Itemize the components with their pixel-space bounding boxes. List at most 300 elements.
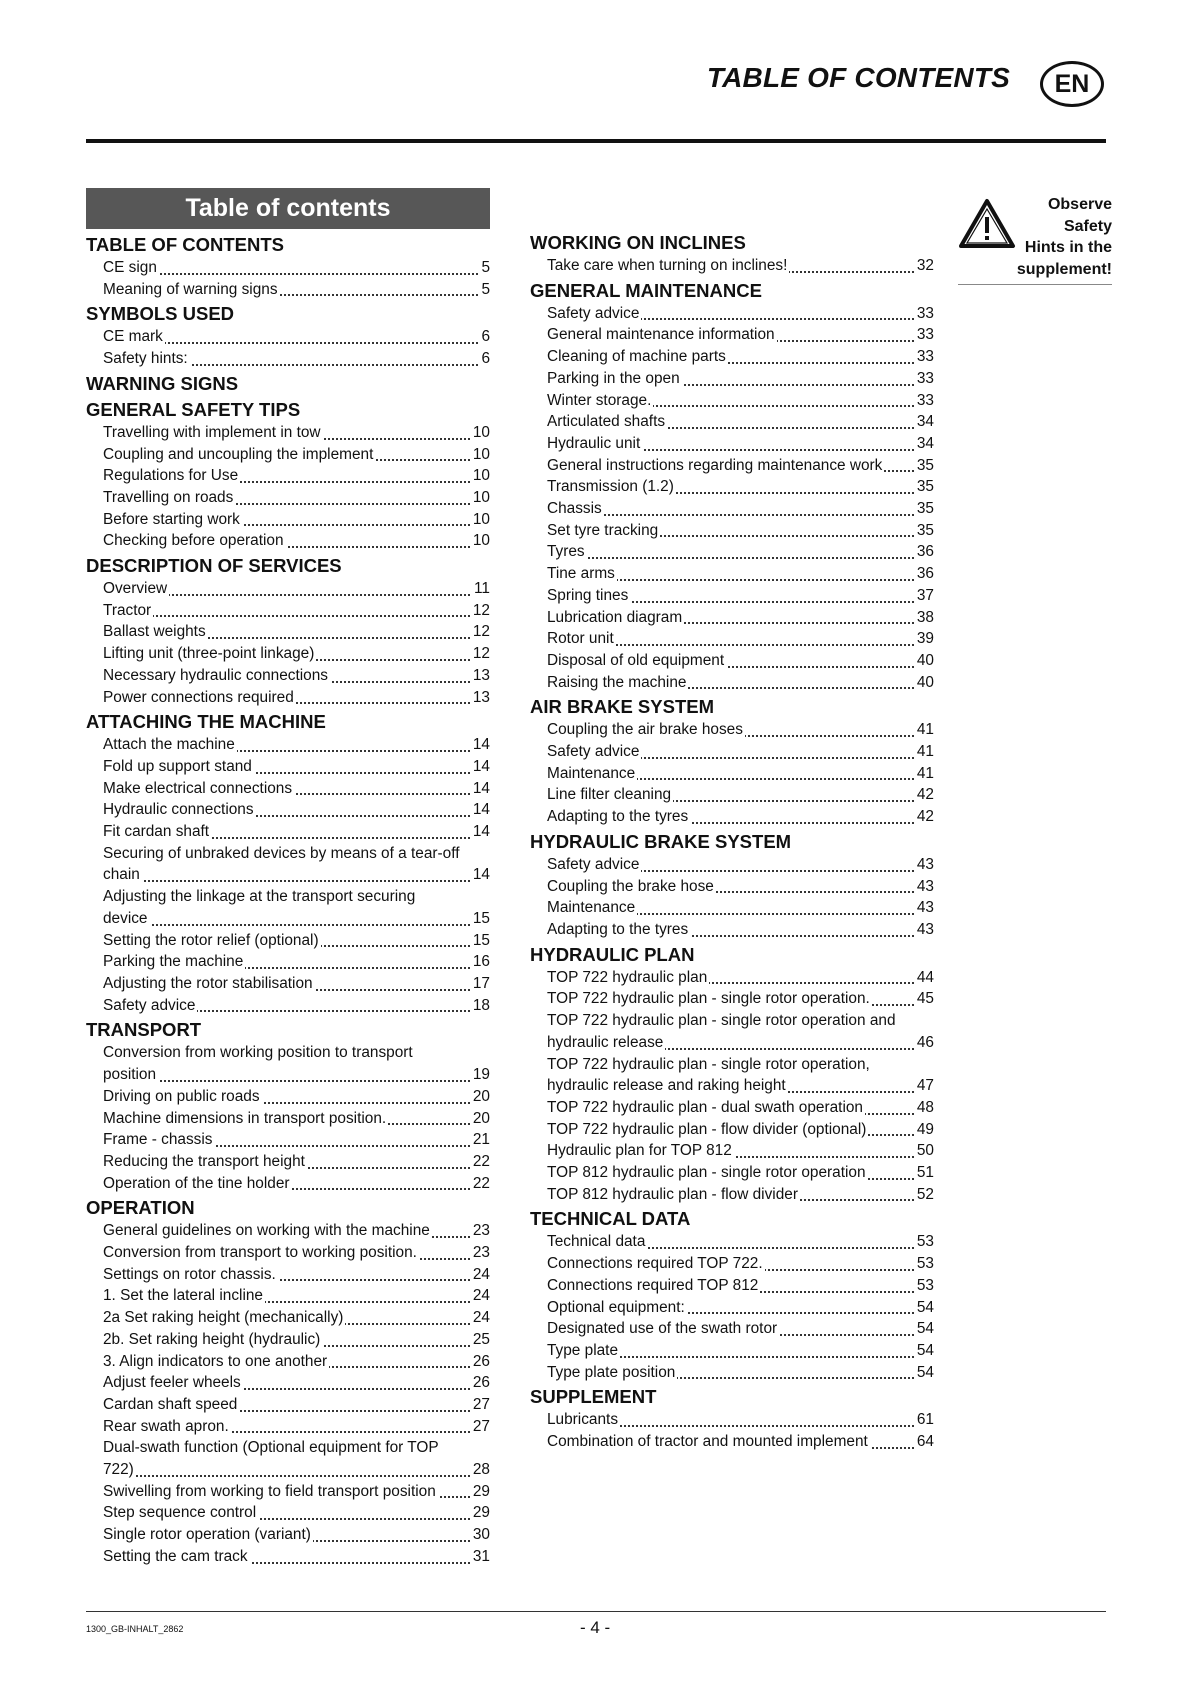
toc-page-number: 14 <box>470 864 490 886</box>
toc-entry-label: Safety advice <box>103 996 196 1014</box>
toc-page-number: 49 <box>914 1119 934 1141</box>
toc-entry[interactable] <box>86 1394 490 1416</box>
toc-section-title[interactable]: TABLE OF CONTENTS <box>86 234 285 255</box>
toc-entry[interactable] <box>86 799 490 821</box>
toc-page-number: 12 <box>470 621 490 643</box>
toc-entry-label: Designated use of the swath rotor <box>547 1320 778 1338</box>
toc-entry-label: Coupling and uncoupling the implement <box>103 445 374 463</box>
header-rule <box>86 139 1106 143</box>
toc-page-number: 44 <box>914 967 934 989</box>
toc-section <box>530 830 934 941</box>
toc-entry-label: Chassis <box>547 500 602 518</box>
toc-entry[interactable] <box>86 821 490 843</box>
toc-page-number: 6 <box>478 348 490 370</box>
toc-entry-label: Make electrical connections <box>103 779 293 797</box>
toc-entry-label: Driving on public roads <box>103 1087 260 1105</box>
toc-section-title[interactable]: SYMBOLS USED <box>86 303 235 325</box>
toc-entry-label: 1. Set the lateral incline <box>103 1287 263 1305</box>
toc-entry-line[interactable] <box>86 1042 490 1064</box>
toc-page-number: 52 <box>914 1184 934 1206</box>
toc-entry[interactable] <box>86 1173 490 1195</box>
toc-entry-label: 2b. Set raking height (hydraulic) <box>103 1330 321 1348</box>
toc-entry[interactable] <box>86 1546 490 1568</box>
toc-entry-label: Connections required TOP 812 <box>547 1276 759 1294</box>
toc-entry[interactable] <box>86 1285 490 1307</box>
toc-page-number: 23 <box>470 1220 490 1242</box>
toc-entry-label: Travelling on roads <box>103 488 234 506</box>
toc-entry[interactable] <box>530 433 934 455</box>
toc-entry[interactable] <box>530 390 934 412</box>
toc-entry[interactable] <box>86 530 490 552</box>
toc-page-number: 43 <box>914 919 934 941</box>
toc-page-number: 39 <box>914 628 934 650</box>
toc-entry[interactable] <box>86 1242 490 1264</box>
toc-entry-label: Disposal of old equipment <box>547 651 725 669</box>
toc-section-title[interactable]: SUPPLEMENT <box>530 1386 657 1408</box>
safety-notice-rule <box>958 284 1112 285</box>
toc-page-number: 35 <box>914 498 934 520</box>
toc-entry-label: Fold up support stand <box>103 757 252 775</box>
toc-entry-label: Ballast weights <box>103 623 206 641</box>
toc-section <box>86 1018 490 1194</box>
toc-entry[interactable] <box>530 1184 934 1206</box>
toc-section <box>530 231 934 277</box>
toc-entry[interactable] <box>86 973 490 995</box>
toc-page-number: 36 <box>914 563 934 585</box>
toc-section-title[interactable]: TECHNICAL DATA <box>530 1208 691 1230</box>
toc-entry[interactable] <box>530 967 934 989</box>
toc-entry[interactable] <box>86 1351 490 1373</box>
toc-entry-label: Winter storage. <box>547 391 652 409</box>
toc-entry[interactable] <box>86 908 490 930</box>
toc-entry[interactable] <box>530 1119 934 1141</box>
toc-entry[interactable] <box>86 1307 490 1329</box>
toc-entry-label: Rear swath apron. <box>103 1417 229 1435</box>
toc-section-title[interactable]: GENERAL SAFETY TIPS <box>86 398 301 420</box>
toc-page-number: 20 <box>470 1086 490 1108</box>
toc-section-title[interactable]: HYDRAULIC BRAKE SYSTEM <box>530 830 792 852</box>
toc-entry[interactable] <box>530 563 934 585</box>
toc-entry-label: Regulations for Use <box>103 467 239 485</box>
safety-notice-text <box>1017 194 1112 280</box>
safety-notice-line: Safety <box>1063 217 1112 235</box>
toc-entry[interactable] <box>86 257 490 279</box>
toc-page-number: 5 <box>478 257 490 279</box>
toc-page-number: 40 <box>914 672 934 694</box>
toc-page-number: 10 <box>470 465 490 487</box>
toc-entry-label: Setting the cam track <box>103 1547 248 1565</box>
toc-entry-label: CE mark <box>103 328 163 346</box>
toc-entry[interactable] <box>530 741 934 763</box>
toc-entry[interactable] <box>530 854 934 876</box>
toc-page-number: 30 <box>470 1524 490 1546</box>
toc-entry-label: hydraulic release and raking height <box>547 1077 786 1095</box>
toc-section-title[interactable]: GENERAL MAINTENANCE <box>530 279 762 301</box>
toc-entry-label: TOP 812 hydraulic plan - flow divider <box>547 1185 798 1203</box>
toc-entry-label: Parking the machine <box>103 953 244 971</box>
toc-entry[interactable] <box>86 1329 490 1351</box>
toc-page-number: 26 <box>470 1372 490 1394</box>
toc-right-sections <box>530 231 934 1453</box>
toc-entry-label: Connections required TOP 722. <box>547 1255 763 1273</box>
toc-page-number: 33 <box>914 303 934 325</box>
toc-entry-label: Type plate position <box>547 1363 676 1381</box>
toc-entry-label: Necessary hydraulic connections <box>103 666 328 684</box>
toc-entry[interactable] <box>530 763 934 785</box>
toc-entry[interactable] <box>530 1140 934 1162</box>
toc-section-title[interactable]: OPERATION <box>86 1197 195 1219</box>
toc-page-number: 22 <box>470 1173 490 1195</box>
toc-entry-label: TOP 722 hydraulic plan - single rotor operation. <box>547 990 870 1008</box>
warning-triangle-icon <box>958 198 1016 250</box>
toc-entry-label: Adjusting the linkage at the transport securing <box>103 888 416 906</box>
toc-page-number: 22 <box>470 1151 490 1173</box>
toc-entry-label: Meaning of warning signs <box>103 280 278 298</box>
toc-page-number: 37 <box>914 585 934 607</box>
toc-section-title[interactable]: HYDRAULIC PLAN <box>530 943 695 965</box>
toc-entry[interactable] <box>86 600 490 622</box>
toc-entry[interactable] <box>530 628 934 650</box>
toc-entry-label: Frame - chassis <box>103 1131 213 1149</box>
toc-entry-label: Dual-swath function (Optional equipment for TOP <box>103 1439 439 1457</box>
toc-entry-label: Safety advice <box>547 855 640 873</box>
toc-entry[interactable] <box>86 1086 490 1108</box>
toc-entry-label: Adapting to the tyres <box>547 808 689 826</box>
toc-page-number: 46 <box>914 1032 934 1054</box>
toc-entry-label: 722) <box>103 1461 134 1479</box>
toc-entry[interactable] <box>86 864 490 886</box>
toc-entry-label: Combination of tractor and mounted implement <box>547 1433 868 1451</box>
toc-entry-label: Travelling with implement in tow <box>103 423 321 441</box>
toc-entry-label: Reducing the transport height <box>103 1152 305 1170</box>
footer-rule <box>86 1611 1106 1612</box>
toc-entry[interactable] <box>86 509 490 531</box>
toc-entry-label: Safety advice <box>547 304 640 322</box>
toc-leader-dots <box>103 924 490 926</box>
toc-section <box>530 943 934 1206</box>
toc-page-number: 42 <box>914 806 934 828</box>
toc-section <box>86 710 490 1016</box>
toc-page-number: 24 <box>470 1285 490 1307</box>
toc-section <box>86 302 490 369</box>
toc-page-number: 29 <box>470 1481 490 1503</box>
toc-entry-label: Lubrication diagram <box>547 608 683 626</box>
toc-page-number: 10 <box>470 444 490 466</box>
toc-entry-label: Attach the machine <box>103 736 235 754</box>
toc-page-number: 51 <box>914 1162 934 1184</box>
toc-entry-label: Cleaning of machine parts <box>547 348 726 366</box>
toc-page-number: 14 <box>470 778 490 800</box>
toc-entry-label: Safety hints: <box>103 350 188 368</box>
toc-section-title[interactable]: TRANSPORT <box>86 1019 202 1041</box>
toc-page-number: 53 <box>914 1275 934 1297</box>
toc-section <box>530 1385 934 1452</box>
toc-entry[interactable] <box>530 897 934 919</box>
safety-notice <box>958 194 1112 285</box>
toc-entry-label: Securing of unbraked devices by means of a tear-off <box>103 844 460 862</box>
toc-entry[interactable] <box>530 520 934 542</box>
toc-page-number: 54 <box>914 1340 934 1362</box>
toc-entry[interactable] <box>530 1340 934 1362</box>
toc-banner: Table of contents <box>86 188 490 229</box>
toc-entry-label: Adjusting the rotor stabilisation <box>103 974 313 992</box>
toc-page-number: 43 <box>914 897 934 919</box>
toc-entry[interactable] <box>86 756 490 778</box>
toc-page-number: 15 <box>470 908 490 930</box>
toc-entry[interactable] <box>86 422 490 444</box>
toc-entry[interactable] <box>86 951 490 973</box>
toc-page-number: 48 <box>914 1097 934 1119</box>
toc-entry-label: device <box>103 909 148 927</box>
toc-entry[interactable] <box>86 734 490 756</box>
language-badge: EN <box>1040 61 1104 107</box>
toc-section <box>530 279 934 694</box>
toc-section-title[interactable]: ATTACHING THE MACHINE <box>86 711 326 733</box>
toc-page-number: 47 <box>914 1075 934 1097</box>
toc-page-number: 6 <box>478 326 490 348</box>
toc-entry[interactable] <box>86 444 490 466</box>
toc-page-number: 27 <box>470 1416 490 1438</box>
toc-section-title[interactable]: AIR BRAKE SYSTEM <box>530 696 714 718</box>
toc-entry[interactable] <box>86 1372 490 1394</box>
toc-page-number: 20 <box>470 1108 490 1130</box>
toc-entry-label: 3. Align indicators to one another <box>103 1352 328 1370</box>
toc-entry[interactable] <box>530 1318 934 1340</box>
toc-entry[interactable] <box>530 1431 934 1453</box>
toc-entry[interactable] <box>530 498 934 520</box>
toc-entry-label: Line filter cleaning <box>547 786 672 804</box>
toc-page-number: 14 <box>470 756 490 778</box>
toc-entry[interactable] <box>86 643 490 665</box>
toc-entry-label: Adapting to the tyres <box>547 920 689 938</box>
toc-entry[interactable] <box>86 487 490 509</box>
toc-entry[interactable] <box>86 465 490 487</box>
toc-entry-label: Swivelling from working to field transport position <box>103 1482 436 1500</box>
toc-entry[interactable] <box>86 687 490 709</box>
toc-entry[interactable] <box>530 324 934 346</box>
toc-page-number: 21 <box>470 1129 490 1151</box>
toc-page-number: 34 <box>914 411 934 433</box>
toc-page-number: 54 <box>914 1318 934 1340</box>
toc-entry[interactable] <box>86 1129 490 1151</box>
toc-section <box>86 372 490 396</box>
toc-entry[interactable] <box>530 1075 934 1097</box>
toc-entry[interactable] <box>86 1459 490 1481</box>
toc-entry[interactable] <box>86 1264 490 1286</box>
toc-entry-label: Step sequence control <box>103 1504 257 1522</box>
toc-entry[interactable] <box>530 1253 934 1275</box>
toc-leader-dots <box>547 557 934 559</box>
toc-entry[interactable] <box>86 1481 490 1503</box>
toc-entry[interactable] <box>530 585 934 607</box>
toc-page-number: 33 <box>914 346 934 368</box>
toc-entry-label: Take care when turning on inclines! <box>547 257 788 274</box>
toc-entry-label: Power connections required <box>103 688 294 706</box>
toc-entry-label: Fit cardan shaft <box>103 823 210 841</box>
toc-entry-line[interactable] <box>86 886 490 908</box>
toc-page-number: 40 <box>914 650 934 672</box>
toc-entry[interactable] <box>530 455 934 477</box>
toc-page-number: 34 <box>914 433 934 455</box>
toc-entry[interactable] <box>530 1231 934 1253</box>
toc-entry[interactable] <box>530 1032 934 1054</box>
toc-page-number: 24 <box>470 1307 490 1329</box>
toc-page-number: 12 <box>470 643 490 665</box>
toc-entry-label: Raising the machine <box>547 673 687 691</box>
toc-entry-label: hydraulic release <box>547 1033 664 1051</box>
toc-entry[interactable] <box>530 255 934 277</box>
toc-entry[interactable] <box>530 988 934 1010</box>
toc-entry-label: Adjust feeler wheels <box>103 1374 241 1392</box>
toc-entry[interactable] <box>86 665 490 687</box>
toc-entry[interactable] <box>530 411 934 433</box>
toc-leader-dots <box>103 1080 490 1082</box>
toc-section <box>86 398 490 552</box>
toc-entry[interactable] <box>530 672 934 694</box>
toc-page-number: 36 <box>914 541 934 563</box>
toc-page-number: 19 <box>470 1064 490 1086</box>
toc-entry-label: Conversion from transport to working position. <box>103 1244 417 1262</box>
toc-entry-label: Settings on rotor chassis. <box>103 1265 276 1283</box>
toc-section-title[interactable]: DESCRIPTION OF SERVICES <box>86 555 342 577</box>
toc-page-number: 54 <box>914 1297 934 1319</box>
toc-entry[interactable] <box>86 1220 490 1242</box>
toc-page-number: 45 <box>914 988 934 1010</box>
toc-entry[interactable] <box>86 348 490 370</box>
toc-entry[interactable] <box>86 621 490 643</box>
toc-page-number: 14 <box>470 799 490 821</box>
toc-page-number: 5 <box>478 279 490 301</box>
footer-document-code: 1300_GB-INHALT_2862 <box>86 1624 184 1634</box>
toc-page-number: 61 <box>914 1409 934 1431</box>
toc-page-number: 14 <box>470 821 490 843</box>
toc-page-number: 27 <box>470 1394 490 1416</box>
toc-entry[interactable] <box>86 326 490 348</box>
toc-entry-label: Coupling the brake hose <box>547 877 714 895</box>
toc-left-column <box>86 188 490 1568</box>
toc-entry[interactable] <box>86 778 490 800</box>
toc-entry[interactable] <box>530 607 934 629</box>
toc-page-number: 15 <box>470 930 490 952</box>
toc-entry[interactable] <box>530 1275 934 1297</box>
toc-entry[interactable] <box>530 368 934 390</box>
toc-section-title[interactable]: WORKING ON INCLINES <box>530 232 746 253</box>
toc-right-column <box>530 229 934 1453</box>
toc-leader-dots <box>103 615 490 617</box>
toc-entry[interactable] <box>530 650 934 672</box>
toc-section <box>86 1196 490 1567</box>
toc-entry-label: Spring tines <box>547 586 629 604</box>
toc-page-number: 11 <box>471 578 490 600</box>
toc-entry-label: Lifting unit (three-point linkage) <box>103 645 315 663</box>
toc-leader-dots <box>103 880 490 882</box>
toc-entry[interactable] <box>530 303 934 325</box>
toc-entry-label: TOP 722 hydraulic plan - flow divider (optional) <box>547 1120 867 1138</box>
toc-page-number: 38 <box>914 607 934 629</box>
toc-page-number: 32 <box>914 255 934 277</box>
toc-section-title[interactable]: WARNING SIGNS <box>86 372 239 394</box>
toc-page-number: 35 <box>914 476 934 498</box>
toc-page-number: 16 <box>470 951 490 973</box>
toc-entry[interactable] <box>530 784 934 806</box>
toc-entry-line[interactable] <box>86 843 490 865</box>
toc-leader-dots <box>103 1475 490 1477</box>
toc-section <box>530 695 934 828</box>
toc-page-number: 41 <box>914 719 934 741</box>
toc-entry-line[interactable] <box>530 1054 934 1076</box>
toc-entry[interactable] <box>530 476 934 498</box>
toc-section <box>86 554 490 708</box>
toc-entry-label: CE sign <box>103 259 157 276</box>
toc-entry-label: Tyres <box>547 543 585 561</box>
toc-entry-line[interactable] <box>530 1010 934 1032</box>
toc-entry[interactable] <box>86 1502 490 1524</box>
toc-entry[interactable] <box>86 1416 490 1438</box>
toc-entry[interactable] <box>530 876 934 898</box>
toc-entry[interactable] <box>86 995 490 1017</box>
toc-entry[interactable] <box>530 1097 934 1119</box>
toc-entry-label: Optional equipment: <box>547 1298 685 1316</box>
toc-entry[interactable] <box>86 1064 490 1086</box>
toc-page-number: 50 <box>914 1140 934 1162</box>
toc-entry[interactable] <box>530 1297 934 1319</box>
toc-entry-label: General guidelines on working with the machine <box>103 1222 430 1240</box>
toc-entry[interactable] <box>530 1362 934 1384</box>
toc-entry[interactable] <box>530 806 934 828</box>
toc-entry-label: TOP 722 hydraulic plan - single rotor operation, <box>547 1055 870 1073</box>
toc-page-number: 43 <box>914 876 934 898</box>
toc-entry-line[interactable] <box>86 1437 490 1459</box>
toc-entry-label: TOP 722 hydraulic plan <box>547 968 708 986</box>
toc-entry[interactable] <box>86 279 490 301</box>
toc-entry[interactable] <box>530 919 934 941</box>
toc-entry-label: 2a Set raking height (mechanically) <box>103 1309 344 1327</box>
toc-entry[interactable] <box>86 1108 490 1130</box>
toc-entry[interactable] <box>530 1409 934 1431</box>
toc-page-number: 29 <box>470 1502 490 1524</box>
toc-entry[interactable] <box>530 541 934 563</box>
page-header-title: TABLE OF CONTENTS <box>706 62 1010 93</box>
toc-entry-label: Single rotor operation (variant) <box>103 1526 311 1544</box>
toc-entry[interactable] <box>530 719 934 741</box>
toc-entry[interactable] <box>530 1162 934 1184</box>
toc-entry-label: TOP 722 hydraulic plan - single rotor operation and <box>547 1012 896 1030</box>
toc-entry[interactable] <box>530 346 934 368</box>
toc-entry-label: TOP 722 hydraulic plan - dual swath operation <box>547 1098 863 1116</box>
toc-entry-label: Operation of the tine holder <box>103 1174 290 1192</box>
toc-leader-dots <box>103 273 490 275</box>
toc-entry-label: Cardan shaft speed <box>103 1395 238 1413</box>
safety-notice-line: supplement! <box>1016 260 1112 278</box>
toc-entry[interactable] <box>86 578 490 600</box>
toc-page-number: 13 <box>470 687 490 709</box>
toc-entry-label: position <box>103 1066 157 1084</box>
toc-page-number: 10 <box>470 422 490 444</box>
toc-entry-label: Set tyre tracking <box>547 521 659 539</box>
toc-entry[interactable] <box>86 930 490 952</box>
toc-entry-label: General instructions regarding maintenance work <box>547 456 883 474</box>
toc-entry-label: Conversion from working position to transport <box>103 1044 413 1062</box>
toc-entry-label: Overview <box>103 580 168 598</box>
toc-entry-label: Hydraulic connections <box>103 801 254 819</box>
toc-entry[interactable] <box>86 1524 490 1546</box>
toc-entry-label: Maintenance <box>547 764 636 782</box>
footer-page-number: - 4 - <box>580 1618 611 1637</box>
toc-page-number: 10 <box>470 487 490 509</box>
toc-page-number: 10 <box>470 509 490 531</box>
safety-notice-line: Hints in the <box>1024 239 1112 256</box>
toc-entry[interactable] <box>86 1151 490 1173</box>
